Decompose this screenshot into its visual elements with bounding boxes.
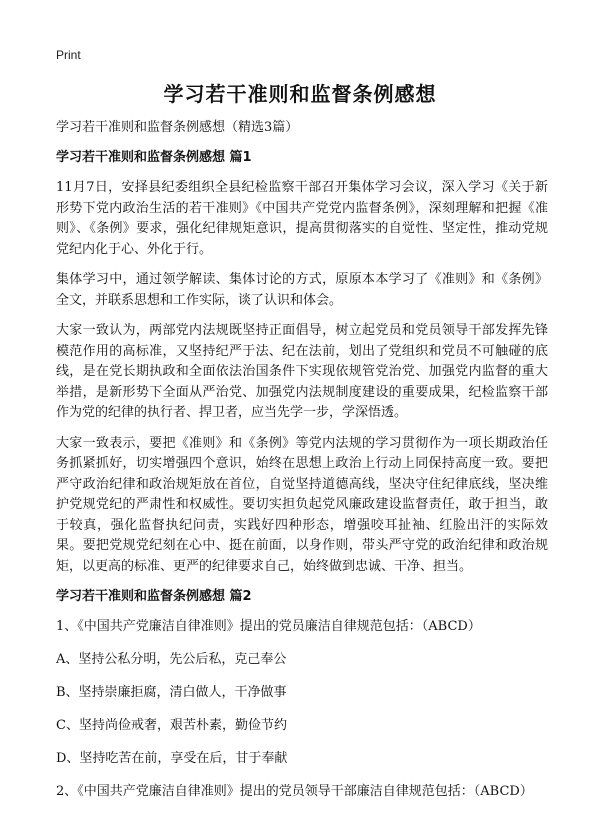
option-b: B、坚持崇廉拒腐，清白做人，干净做事 [56, 685, 287, 700]
question-2: 2、《中国共产党廉洁自律准则》提出的党员领导干部廉洁自律规范包括：（ABCD） [56, 784, 533, 799]
question-1: 1、《中国共产党廉洁自律准则》提出的党员廉洁自律规范包括：（ABCD） [56, 619, 481, 634]
section-1-paragraph-3: 大家一致认为，两部党内法规既坚持正面倡导，树立起党员和党员领导干部发挥先锋模范作用的高标准，又坚持纪严于法、纪在法前，划出了党组织和党员不可触碰的底线，是在党长期执政和全面依法治国条件下实现依规管党治党、加强党内监督的重大举措，是新形势下全面从严治党、加强党内法规制度建设的重要成果，纪检监察干部作为党的纪律的执行者、捍卫者，应当先学一步，学深悟透。 [56, 323, 548, 420]
section-1-heading: 学习若干准则和监督条例感想 篇1 [56, 150, 252, 165]
print-link[interactable]: Print [56, 48, 81, 62]
document-subtitle: 学习若干准则和监督条例感想（精选3篇） [56, 120, 299, 135]
section-1-paragraph-2: 集体学习中，通过领学解读、集体讨论的方式，原原本本学习了《准则》和《条例》全文，并联系思想和工作实际，谈了认识和体会。 [56, 272, 548, 308]
option-c: C、坚持尚俭戒奢，艰苦朴素，勤俭节约 [56, 718, 287, 733]
option-a: A、坚持公私分明，先公后私，克己奉公 [56, 652, 287, 667]
page-title: 学习若干准则和监督条例感想 [163, 82, 437, 106]
document-body [56, 118, 548, 815]
section-1-paragraph-4: 大家一致表示，要把《准则》和《条例》等党内法规的学习贯彻作为一项长期政治任务抓紧抓好，切实增强四个意识，始终在思想上政治上行动上同保持高度一致。要把严守政治纪律和政治规矩放在首位，自觉坚持道德高线，坚决守住纪律底线，坚决维护党规党纪的严肃性和权威性。要切实担负起党风廉政建设监督责任，敢于担当，敢于较真，强化监督执纪问责，实践好四种形态，增强咬耳扯袖、红脸出汗的实际效果。要把党规党纪刻在心中、挺在前面，以身作则，带头严守党的政治纪律和政治规矩，以更高的标准、更严的纪律要求自己，始终做到忠诚、干净、担当。 [56, 435, 548, 574]
section-2-heading: 学习若干准则和监督条例感想 篇2 [56, 589, 252, 604]
section-1-paragraph-1: 11月7日，安择县纪委组织全县纪检监察干部召开集体学习会议，深入学习《关于新形势下党内政治生活的若干准则》《中国共产党党内监督条例》，深刻理解和把握《准则》、《条例》要求，强化纪律规矩意识，提高贯彻落实的自觉性、坚定性，推动党规党纪内化于心、外化于行。 [56, 180, 548, 257]
option-d: D、坚持吃苦在前，享受在后，甘于奉献 [56, 751, 288, 766]
